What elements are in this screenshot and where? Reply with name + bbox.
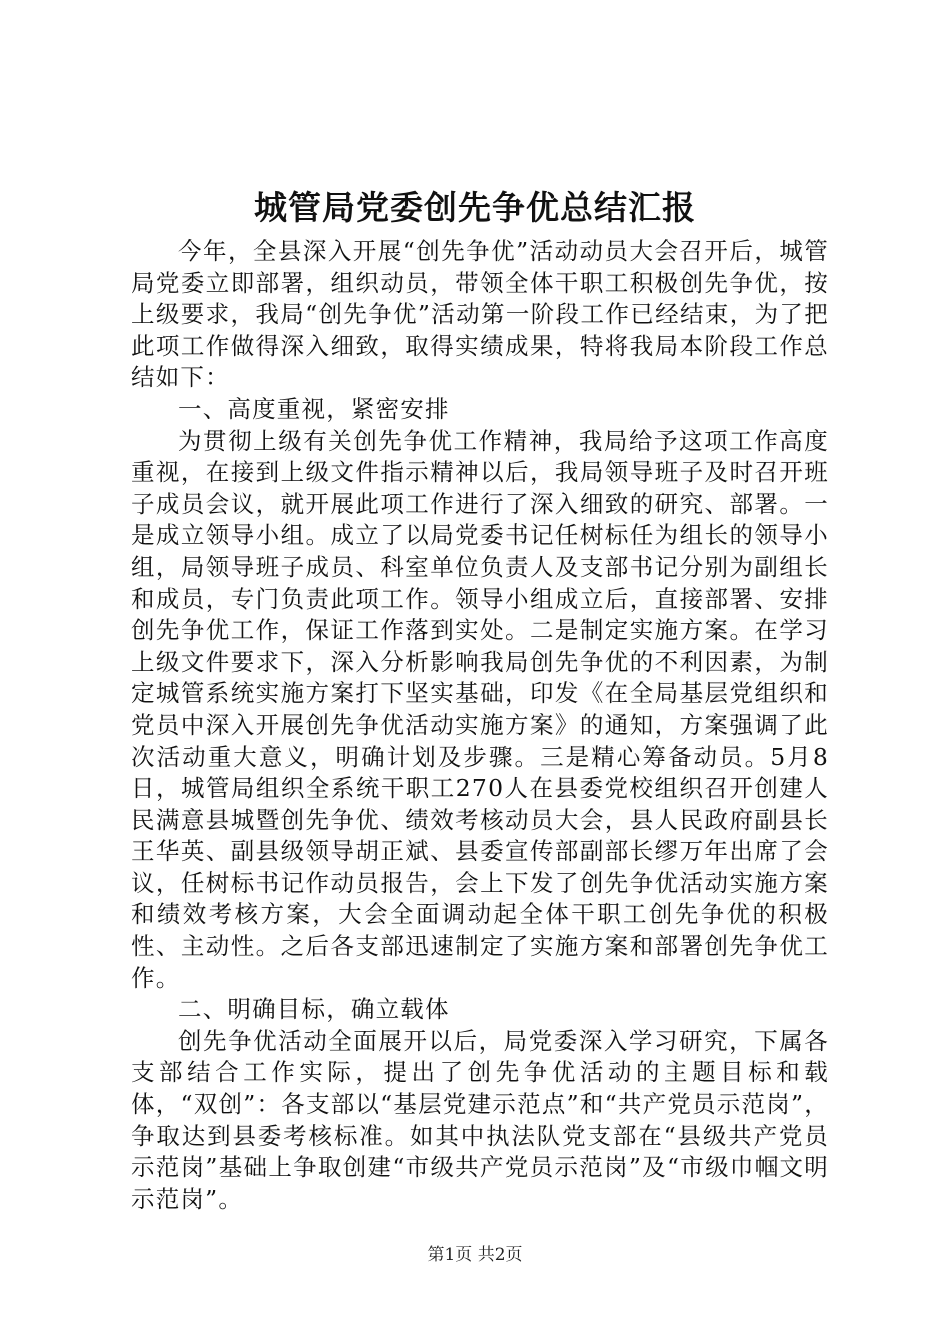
paragraph-intro: 今年，全县深入开展“创先争优”活动动员大会召开后，城管局党委立即部署，组织动员，带领全体干职工积极创先争优，按上级要求，我局“创先争优”活动第一阶段工作已经结束，为了把此项工作做得深入细致，取得实绩成果，特将我局本阶段工作总结如下：: [131, 237, 829, 392]
section-heading-1: 一、高度重视，紧密安排: [178, 394, 450, 423]
document-body: [131, 236, 829, 1215]
section-heading-2: 二、明确目标，确立载体: [178, 995, 450, 1024]
page-footer: 第1页 共2页: [427, 1245, 523, 1265]
paragraph-section-1: 为贯彻上级有关创先争优工作精神，我局给予这项工作高度重视，在接到上级文件指示精神以后，我局领导班子及时召开班子成员会议，就开展此项工作进行了深入细致的研究、部署。一是成立领导小组。成立了以局党委书记任树标任为组长的领导小组，局领导班子成员、科室单位负责人及支部书记分别为副组长和成员，专门负责此项工作。领导小组成立后，直接部署、安排创先争优工作，保证工作落到实处。二是制定实施方案。在学习上级文件要求下，深入分析影响我局创先争优的不利因素，为制定城管系统实施方案打下坚实基础，印发《在全局基层党组织和党员中深入开展创先争优活动实施方案》的通知，方案强调了此次活动重大意义，明确计划及步骤。三是精心筹备动员。5月8日，城管局组织全系统干职工270人在县委党校组织召开创建人民满意县城暨创先争优、绩效考核动员大会，县人民政府副县长王华英、副县级领导胡正斌、县委宣传部副部长缪万年出席了会议，任树标书记作动员报告，会上下发了创先争优活动实施方案和绩效考核方案，大会全面调动起全体干职工创先争优的积极性、主动性。之后各支部迅速制定了实施方案和部署创先争优工作。: [131, 426, 829, 992]
paragraph-section-2: 创先争优活动全面展开以后，局党委深入学习研究，下属各支部结合工作实际，提出了创先争优活动的主题目标和载体，“双创”：各支部以“基层党建示范点”和“共产党员示范岗”，争取达到县委考核标准。如其中执法队党支部在“县级共产党员示范岗”基础上争取创建“市级共产党员示范岗”及“市级巾帼文明示范岗”。: [131, 1026, 829, 1213]
document-title: 城管局党委创先争优总结汇报: [254, 188, 696, 227]
